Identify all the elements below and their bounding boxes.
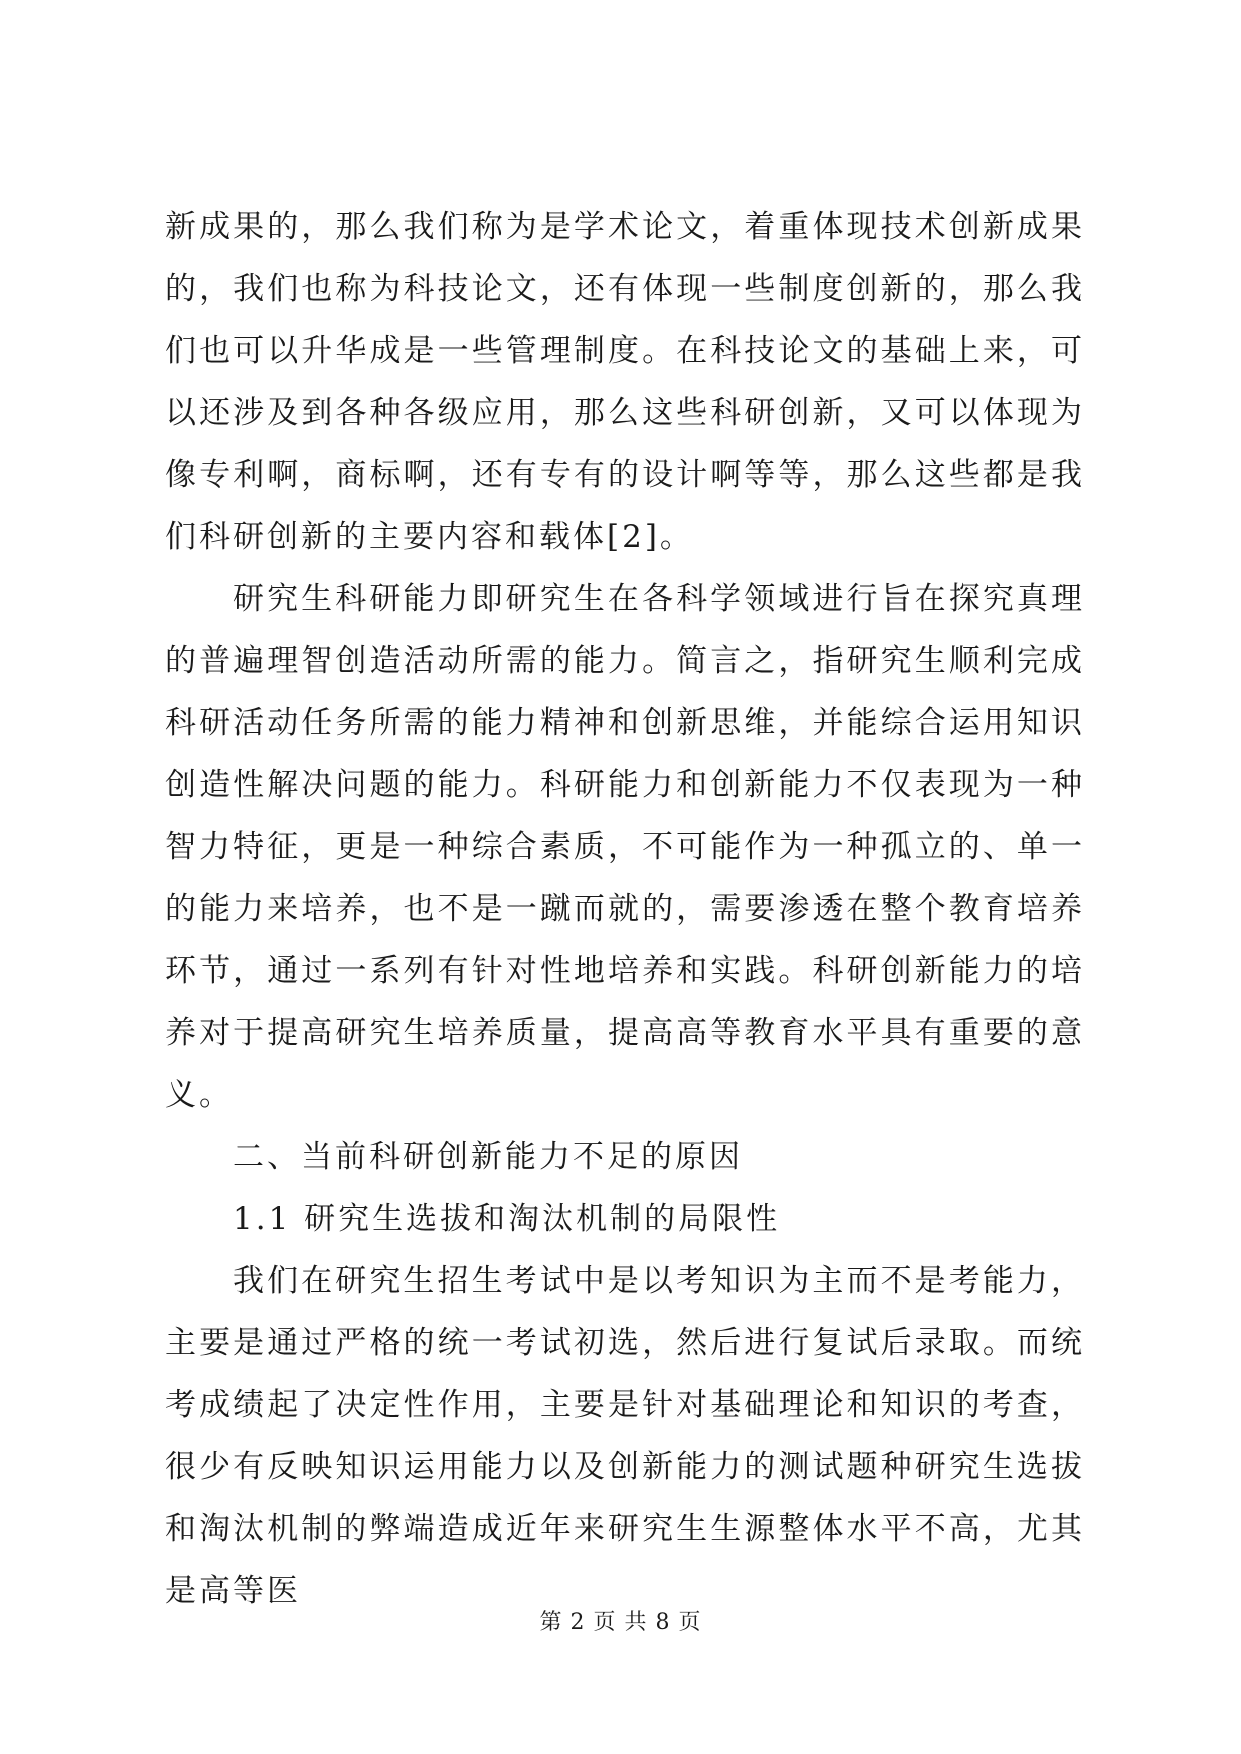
document-body bbox=[165, 196, 1085, 1622]
section-heading: 二、当前科研创新能力不足的原因 bbox=[233, 1139, 743, 1175]
paragraph-research-ability-definition: 研究生科研能力即研究生在各科学领域进行旨在探究真理的普遍理智创造活动所需的能力。简言之，指研究生顺利完成科研活动任务所需的能力精神和创新思维，并能综合运用知识创造性解决问题的能力。科研能力和创新能力不仅表现为一种智力特征，更是一种综合素质，不可能作为一种孤立的、单一的能力来培养，也不是一蹴而就的，需要渗透在整个教育培养环节，通过一系列有针对性地培养和实践。科研创新能力的培养对于提高研究生培养质量，提高高等教育水平具有重要的意义。 bbox=[165, 581, 1085, 1113]
paragraph-selection-mechanism: 我们在研究生招生考试中是以考知识为主而不是考能力，主要是通过严格的统一考试初选，然后进行复试后录取。而统考成绩起了决定性作用，主要是针对基础理论和知识的考查，很少有反映知识运用能力以及创新能力的测试题种研究生选拔和淘汰机制的弊端造成近年来研究生生源整体水平不高，尤其是高等医 bbox=[165, 1263, 1085, 1609]
page-footer: 第 2 页 共 8 页 bbox=[539, 1610, 702, 1635]
paragraph-research-outcomes: 新成果的，那么我们称为是学术论文，着重体现技术创新成果的，我们也称为科技论文，还有体现一些制度创新的，那么我们也可以升华成是一些管理制度。在科技论文的基础上来，可以还涉及到各种各级应用，那么这些科研创新，又可以体现为像专利啊，商标啊，还有专有的设计啊等等，那么这些都是我们科研创新的主要内容和载体[2]。 bbox=[165, 209, 1085, 555]
subsection-heading: 1.1 研究生选拔和淘汰机制的局限性 bbox=[233, 1201, 781, 1237]
